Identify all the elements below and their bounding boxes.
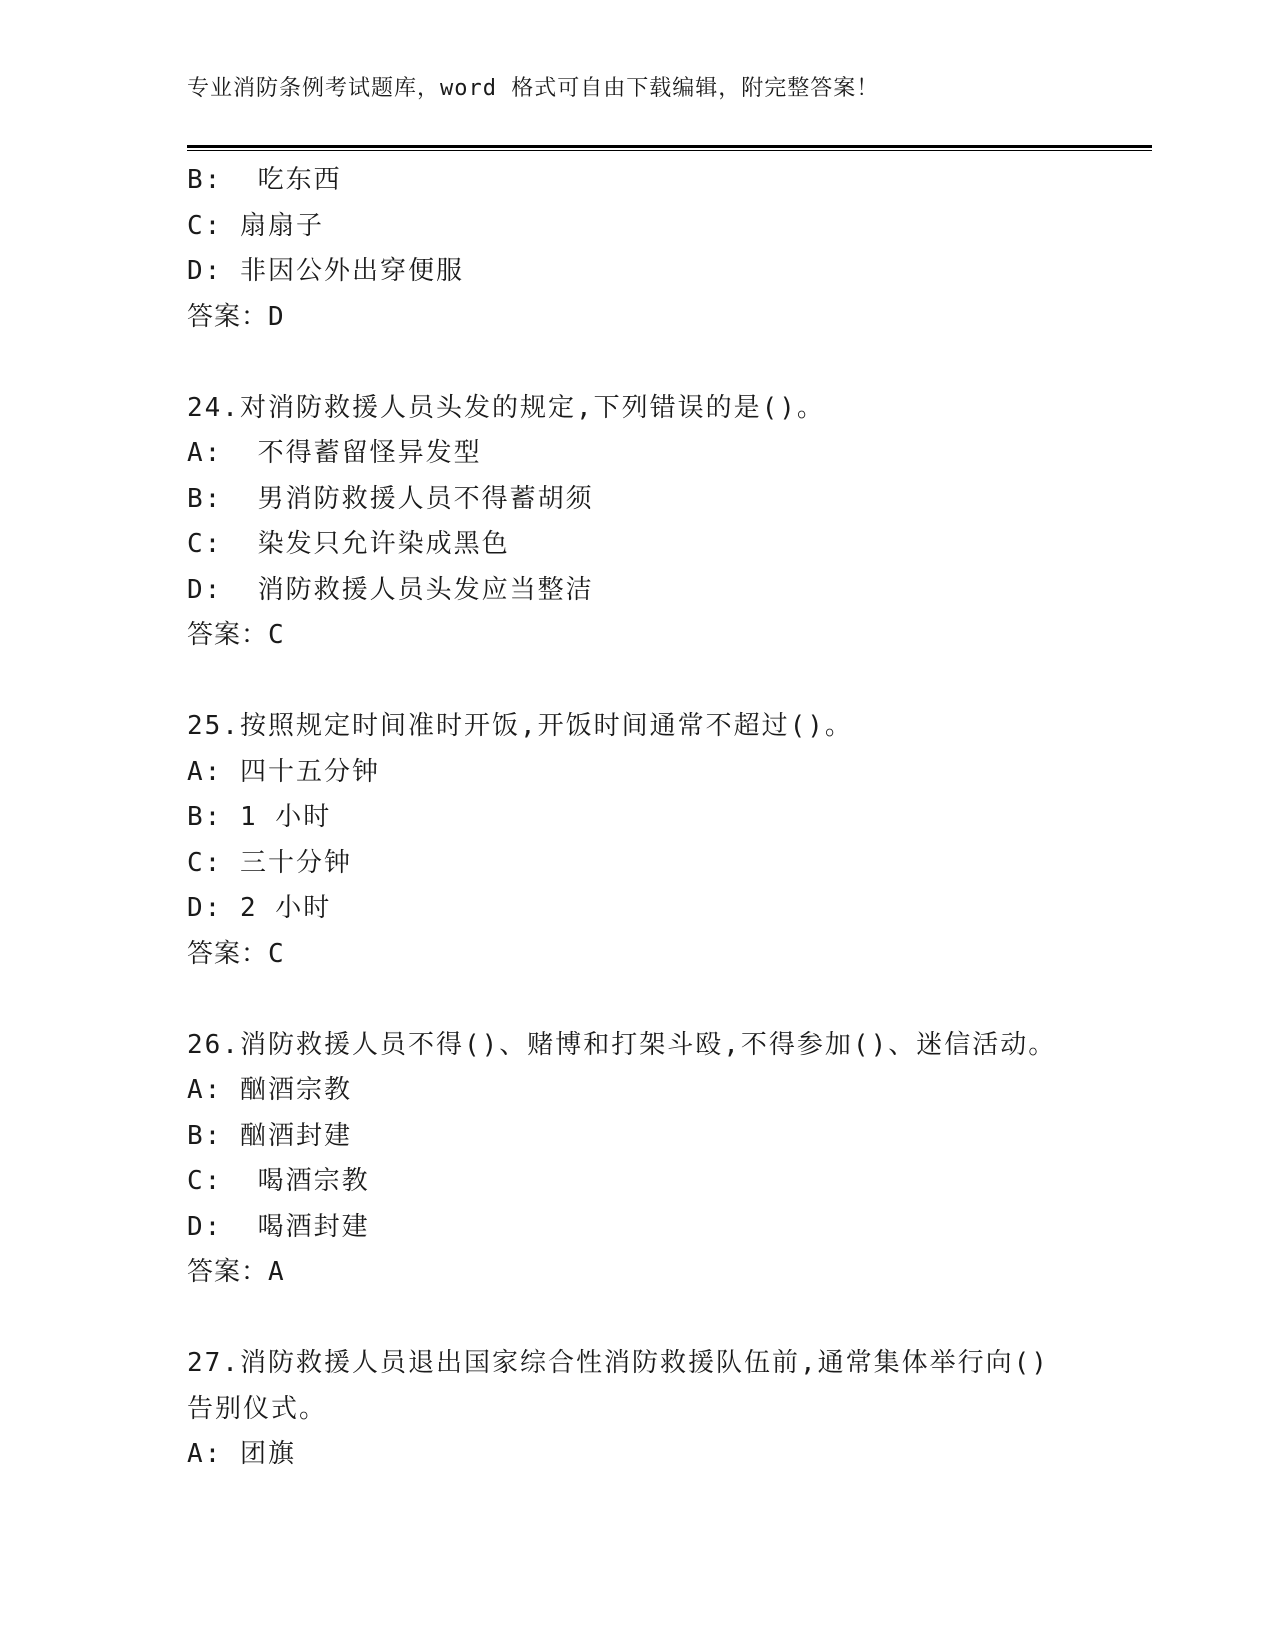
option-letter: D: (187, 893, 223, 923)
option-text: 2 小时 (222, 893, 332, 923)
option-letter: C: (187, 529, 223, 559)
question-stem-line-1: 27.消防救援人员退出国家综合性消防救援队伍前,通常集体举行向() (187, 1348, 1049, 1378)
option-a (187, 1432, 1152, 1478)
header-rule-thin (187, 150, 1152, 151)
option-text: 团旗 (222, 1439, 296, 1469)
option-a (187, 750, 1152, 796)
document-body (187, 158, 1152, 1478)
question-stem: 26.消防救援人员不得()、赌博和打架斗殴,不得参加()、迷信活动。 (187, 1029, 1057, 1060)
option-letter: C: (187, 210, 223, 241)
option-text: 消防救援人员头发应当整洁 (222, 574, 594, 605)
answer-label: 答案： (187, 1257, 269, 1287)
option-text: 酗酒宗教 (222, 1075, 352, 1105)
answer-label: 答案： (187, 620, 269, 650)
answer-label: 答案： (187, 301, 269, 332)
question-stem: 24.对消防救援人员头发的规定,下列错误的是()。 (187, 392, 825, 423)
answer-line (187, 613, 1152, 659)
option-text: 扇扇子 (222, 210, 324, 241)
option-c (187, 1159, 1152, 1205)
option-letter: A: (187, 1439, 223, 1469)
answer-value: C (268, 938, 285, 969)
answer-line (187, 1250, 1152, 1296)
option-d (187, 1205, 1152, 1251)
option-text: 喝酒宗教 (222, 1166, 370, 1196)
answer-line (187, 295, 1152, 341)
option-text: 喝酒封建 (222, 1211, 370, 1242)
option-text: 非因公外出穿便服 (222, 256, 464, 286)
option-letter: B: (187, 1120, 223, 1151)
option-text: 四十五分钟 (222, 756, 380, 787)
option-letter: D: (187, 1211, 223, 1242)
option-letter: B: (187, 165, 223, 195)
option-letter: D: (187, 256, 223, 286)
spacer (187, 659, 1152, 705)
option-a (187, 431, 1152, 477)
option-d (187, 249, 1152, 295)
option-text: 1 小时 (222, 802, 332, 832)
option-letter: B: (187, 483, 223, 514)
answer-value: D (268, 301, 285, 332)
option-letter: A: (187, 756, 223, 787)
option-c (187, 841, 1152, 887)
option-text: 三十分钟 (222, 847, 352, 878)
page-header: 专业消防条例考试题库，word 格式可自由下载编辑，附完整答案！ (187, 76, 880, 101)
option-text: 酗酒封建 (222, 1120, 352, 1151)
option-b (187, 795, 1152, 841)
option-c (187, 522, 1152, 568)
option-text: 吃东西 (222, 165, 342, 195)
option-text: 染发只允许染成黑色 (222, 529, 510, 559)
option-letter: B: (187, 802, 223, 832)
spacer (187, 340, 1152, 386)
spacer (187, 1296, 1152, 1342)
option-letter: C: (187, 1166, 223, 1196)
option-b (187, 1114, 1152, 1160)
option-text: 不得蓄留怪异发型 (222, 438, 482, 468)
option-d (187, 568, 1152, 614)
question-stem: 25.按照规定时间准时开饭,开饭时间通常不超过()。 (187, 711, 853, 741)
option-letter: A: (187, 438, 223, 468)
option-b (187, 477, 1152, 523)
option-d (187, 886, 1152, 932)
answer-value: C (268, 620, 285, 650)
option-b (187, 158, 1152, 204)
spacer (187, 977, 1152, 1023)
option-text: 男消防救援人员不得蓄胡须 (222, 483, 594, 514)
header-rule-thick (187, 145, 1152, 148)
option-c (187, 204, 1152, 250)
option-a (187, 1068, 1152, 1114)
answer-label: 答案： (187, 938, 269, 969)
question-stem-line-2: 告别仪式。 (187, 1393, 328, 1424)
option-letter: D: (187, 574, 223, 605)
option-letter: C: (187, 847, 223, 878)
answer-value: A (268, 1257, 285, 1287)
answer-line (187, 932, 1152, 978)
option-letter: A: (187, 1075, 223, 1105)
